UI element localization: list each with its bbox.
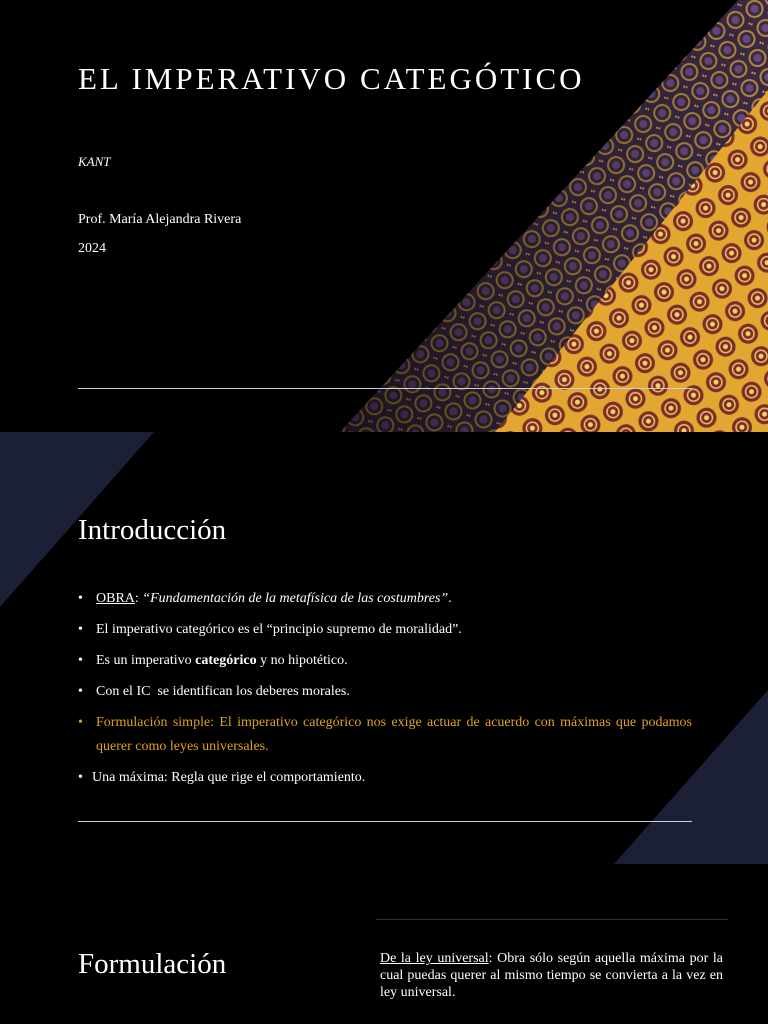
bullet-text: Formulación simple: El imperativo categórico nos exige actuar de acuerdo con máximas que podamos querer como leyes universales. bbox=[96, 715, 692, 754]
bullet-icon: • bbox=[78, 622, 83, 637]
bold-term: categórico bbox=[195, 653, 257, 668]
bullet-text: Una máxima: Regla que rige el comportamiento. bbox=[92, 770, 366, 785]
list-item bbox=[78, 766, 692, 790]
work-title: “Fundamentación de la metafísica de las costumbres” bbox=[142, 591, 449, 606]
bullet-text-end: y no hipotético. bbox=[256, 653, 348, 668]
presentation-year: 2024 bbox=[78, 241, 106, 256]
author-name: Prof. María Alejandra Rivera bbox=[78, 212, 242, 227]
list-item bbox=[78, 649, 692, 673]
list-item-highlight bbox=[78, 711, 692, 759]
title-slide bbox=[0, 0, 768, 432]
bullet-icon: • bbox=[78, 770, 83, 785]
formulation-slide bbox=[0, 864, 768, 1024]
section-divider bbox=[78, 821, 692, 822]
bullet-text: Es un imperativo bbox=[96, 653, 196, 668]
separator: : bbox=[134, 591, 143, 606]
definition-divider bbox=[376, 919, 728, 920]
list-item bbox=[78, 618, 692, 642]
bullet-icon: • bbox=[78, 684, 83, 699]
definition-text bbox=[380, 950, 723, 1001]
bullet-icon: • bbox=[78, 715, 83, 730]
definition-label: De la ley universal bbox=[380, 951, 489, 966]
definition-body: : Obra sólo según aquella máxima por la cual puedas querer al mismo tiempo se convierta a la vez en ley universal. bbox=[380, 951, 723, 1000]
bullet-icon: • bbox=[78, 591, 83, 606]
section-title: Introducción bbox=[78, 514, 227, 546]
bullet-list bbox=[78, 587, 692, 797]
list-item bbox=[78, 680, 692, 704]
introduction-slide bbox=[0, 432, 768, 864]
title-divider bbox=[78, 388, 692, 389]
bullet-icon: • bbox=[78, 653, 83, 668]
list-item bbox=[78, 587, 692, 611]
period: . bbox=[448, 591, 452, 606]
bullet-text: Con el IC se identifican los deberes morales. bbox=[96, 684, 350, 699]
obra-label: OBRA bbox=[96, 591, 135, 606]
section-title: Formulación bbox=[78, 948, 227, 980]
bullet-text: El imperativo categórico es el “principio supremo de moralidad”. bbox=[96, 622, 462, 637]
presentation-subtitle: KANT bbox=[78, 154, 111, 169]
presentation-title: EL IMPERATIVO CATEGÓTICO bbox=[78, 61, 585, 96]
